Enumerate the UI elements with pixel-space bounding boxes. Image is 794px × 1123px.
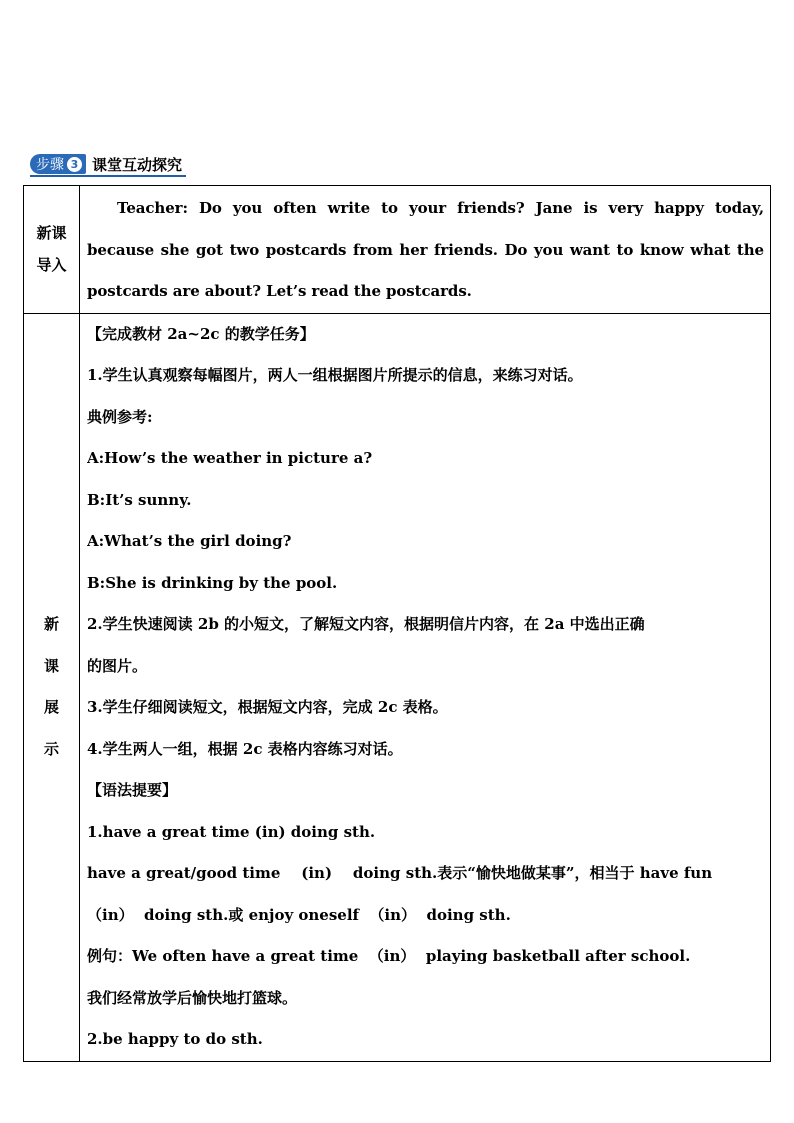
content-line: B:It’s sunny. [87, 490, 192, 509]
content-line: 4.学生两人一组，根据 2c 表格内容练习对话。 [87, 739, 403, 758]
show-label-char: 展 [43, 698, 59, 716]
content-line: 的图片。 [87, 656, 148, 675]
step-badge-label: 步骤 [36, 157, 64, 173]
content-line: 我们经常放学后愉快地打篮球。 [87, 988, 298, 1007]
content-line: 典例参考: [87, 407, 153, 426]
show-row [24, 313, 771, 1061]
show-label-char: 课 [43, 656, 59, 675]
intro-label-line2: 导入 [36, 256, 67, 275]
content-line: 1.学生认真观察每幅图片，两人一组根据图片所提示的信息，来练习对话。 [87, 366, 583, 384]
show-content [80, 313, 771, 1061]
content-line: B:She is drinking by the pool. [87, 573, 338, 592]
content-line: have a great/good time (in) doing sth.表示“愉快地做某事”，相当于 have fun [87, 864, 713, 882]
intro-label-line1: 新课 [36, 224, 67, 243]
intro-row [24, 186, 771, 314]
step-title: 课堂互动探究 [92, 155, 183, 174]
show-label-char: 新 [43, 615, 59, 633]
content-line: 2.学生快速阅读 2b 的小短文，了解短文内容，根据明信片内容，在 2a 中选出正确 [87, 615, 645, 633]
intro-label [24, 186, 80, 314]
lesson-table [23, 185, 771, 1062]
step-number: 3 [67, 157, 82, 172]
step-badge [30, 154, 86, 174]
content-line: 【语法提要】 [87, 781, 178, 799]
content-line: A:What’s the girl doing? [87, 532, 292, 550]
show-label-char: 示 [43, 739, 59, 758]
content-line: 1.have a great time (in) doing sth. [87, 822, 376, 841]
intro-content [80, 186, 771, 314]
content-line: 【完成教材 2a~2c 的教学任务】 [87, 324, 315, 343]
content-line: （in） doing sth.或 enjoy oneself （in） doing sth. [87, 905, 511, 924]
content-line: 例句：We often have a great time （in） playing basketball after school. [87, 947, 691, 965]
content-line: 3.学生仔细阅读短文，根据短文内容，完成 2c 表格。 [87, 698, 448, 716]
content-line: 2.be happy to do sth. [87, 1030, 263, 1048]
content-line: A:How’s the weather in picture a? [87, 449, 373, 467]
show-label [24, 313, 80, 1061]
intro-text: Teacher: Do you often write to your friends? Jane is very happy today, because she got two postcards from her friends. Do you want to know what the postcards are about? Let’s read the postcards. [87, 199, 764, 300]
step-header [30, 153, 186, 177]
